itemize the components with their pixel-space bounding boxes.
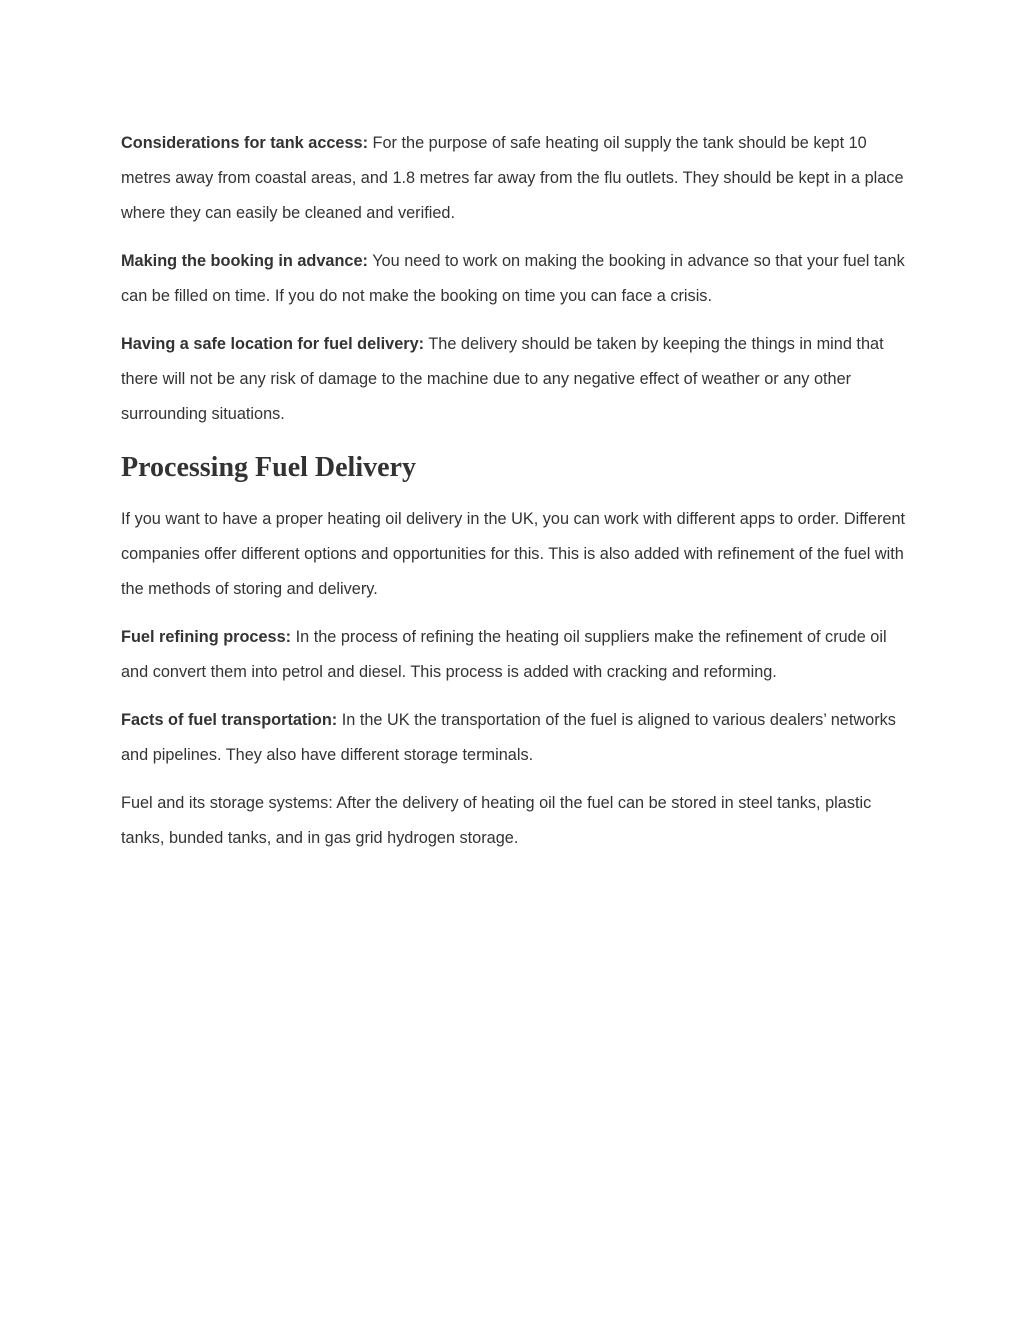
paragraph-label: Making the booking in advance:: [121, 252, 368, 270]
document-body: [121, 126, 906, 869]
paragraph-intro: If you want to have a proper heating oil delivery in the UK, you can work with different apps to order. Different companies offer different options and opportunities for this. This is also added with refinement of the fuel with the methods of storing and delivery.: [121, 510, 906, 598]
paragraph-label: Facts of fuel transportation:: [121, 711, 338, 729]
paragraph-transportation: [121, 703, 906, 773]
paragraph-tank-access: [121, 126, 906, 231]
paragraph-label: Fuel refining process:: [121, 628, 292, 646]
paragraph-text: You need to work on making the booking in advance so that your fuel tank can be filled on time. If you do not make the booking on time you can face a crisis.: [121, 252, 905, 305]
paragraph-text: The delivery should be taken by keeping the things in mind that there will not be any risk of damage to the machine due to any negative effect of weather or any other surrounding situations.: [121, 335, 884, 423]
paragraph-safe-location: [121, 327, 906, 432]
paragraph-text: For the purpose of safe heating oil supply the tank should be kept 10 metres away from coastal areas, and 1.8 metres far away from the flu outlets. They should be kept in a place where they can easily be cleaned and verified.: [121, 134, 904, 222]
paragraph-text: In the process of refining the heating oil suppliers make the refinement of crude oil and convert them into petrol and diesel. This process is added with cracking and reforming.: [121, 628, 887, 681]
paragraph-text: In the UK the transportation of the fuel is aligned to various dealers’ networks and pipelines. They also have different storage terminals.: [121, 711, 896, 764]
paragraph-booking-advance: [121, 244, 906, 314]
paragraph-label: Considerations for tank access:: [121, 134, 369, 152]
paragraph-storage-systems: Fuel and its storage systems: After the delivery of heating oil the fuel can be stored in steel tanks, plastic tanks, bunded tanks, and in gas grid hydrogen storage.: [121, 794, 872, 847]
section-heading: Processing Fuel Delivery: [121, 452, 416, 483]
paragraph-refining-process: [121, 620, 906, 690]
paragraph-label: Having a safe location for fuel delivery:: [121, 335, 425, 353]
